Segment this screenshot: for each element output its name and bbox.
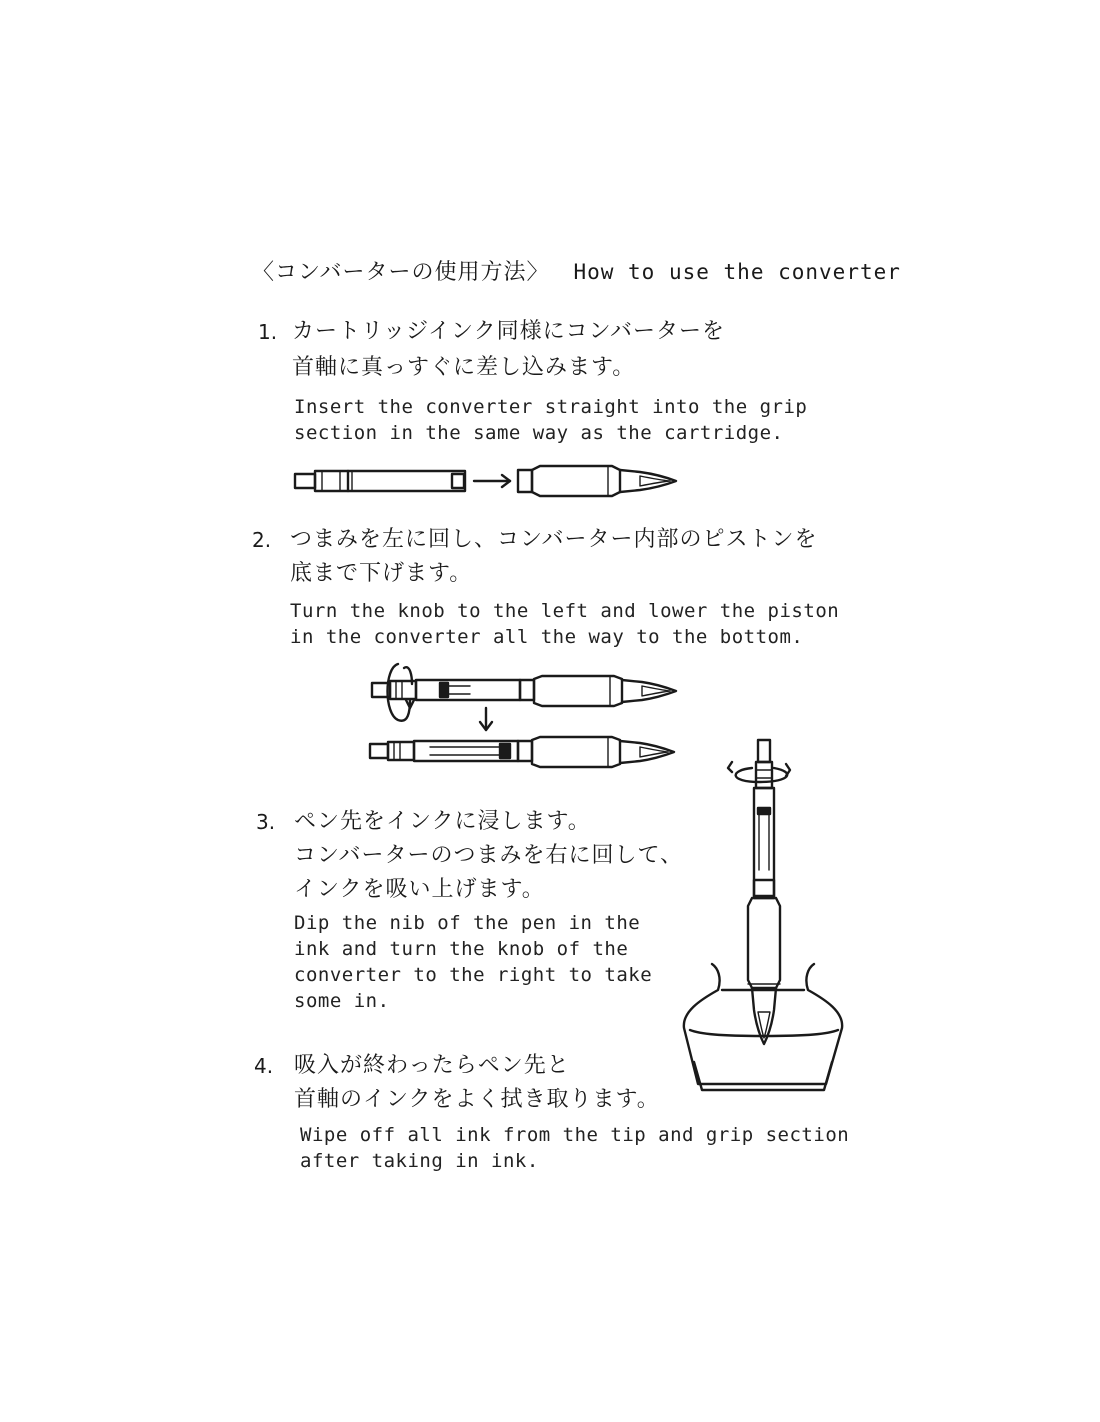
step-1-en-line-2: section in the same way as the cartridge. [294,422,784,444]
step-number: 2. [252,528,272,552]
piston-lower-icon [372,664,676,730]
step-3-en-line-2: ink and turn the knob of the [294,938,629,960]
step-3-jp-line-2: コンバーターのつまみを右に回して、 [294,843,684,868]
step-number: 3. [256,810,276,834]
step-4-en-line-1: Wipe off all ink from the tip and grip section [300,1124,850,1146]
step-3-en-line-1: Dip the nib of the pen in the [294,912,641,934]
step-3-en-line-3: converter to the right to take [294,964,653,986]
step-1-en-line-1: Insert the converter straight into the grip [294,396,808,418]
step-1-jp-line-2: 首軸に真っすぐに差し込みます。 [292,355,636,380]
step-4-jp-line-1: 吸入が終わったらペン先と [294,1053,570,1078]
title-en: How to use the converter [573,260,901,284]
inkwell-pen-icon [684,740,842,1090]
title-jp: 〈コンバーターの使用方法〉 [252,260,550,285]
step-3-jp-line-1: ペン先をインクに浸します。 [294,809,591,834]
step-3-en-line-4: some in. [294,990,390,1012]
step-2-en-line-2: in the converter all the way to the bottom. [290,626,804,648]
step-4-en-line-2: after taking in ink. [300,1150,539,1172]
step-2-jp-line-2: 底まで下げます。 [290,561,473,586]
step-number: 4. [254,1054,274,1078]
step-4-jp-line-2: 首軸のインクをよく拭き取ります。 [294,1087,660,1112]
step-number: 1. [258,320,278,344]
converter-into-grip-icon [295,466,676,496]
step-1-jp-line-1: カートリッジインク同様にコンバーターを [292,319,726,344]
step-2-en-line-1: Turn the knob to the left and lower the piston [290,600,840,622]
piston-lowered-pen-icon [370,737,674,767]
step-2-jp-line-1: つまみを左に回し、コンバーター内部のピストンを [290,527,818,552]
step-3-jp-line-3: インクを吸い上げます。 [294,877,545,902]
